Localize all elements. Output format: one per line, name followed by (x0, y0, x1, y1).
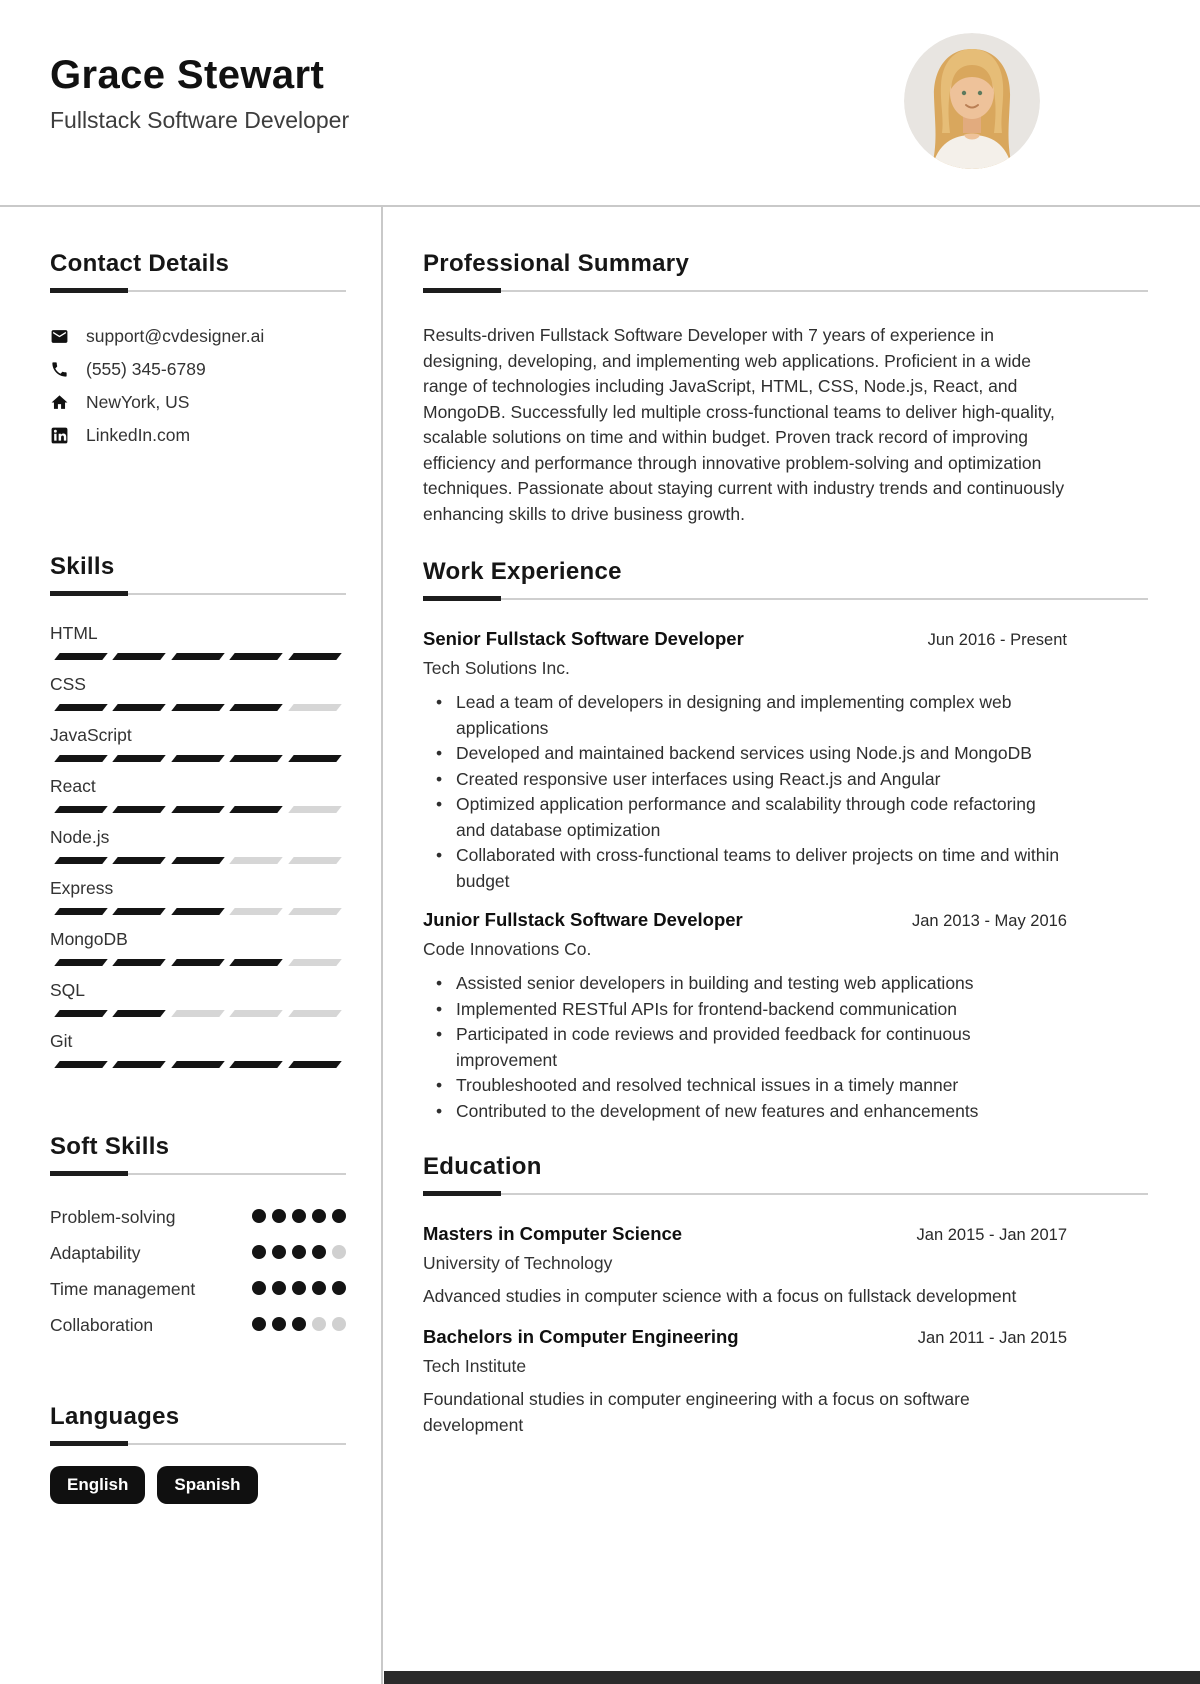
job-bullet: • Implemented RESTful APIs for frontend-backend communication (423, 997, 1067, 1023)
education-description: Advanced studies in computer science with a focus on fullstack development (423, 1286, 1017, 1306)
soft-skills-list (50, 1204, 346, 1338)
skill-level-bar (50, 806, 346, 813)
skill-bar-segment (288, 857, 342, 864)
skill-bar-segment (54, 755, 108, 762)
job-bullet: • Participated in code reviews and provided feedback for continuous improvement (423, 1022, 1067, 1073)
skill-bar-segment (229, 704, 283, 711)
rating-dot (332, 1317, 346, 1331)
candidate-name: Grace Stewart (50, 53, 325, 97)
contact-item (50, 386, 346, 419)
soft-skill-name: Time management (50, 1279, 196, 1299)
candidate-title: Fullstack Software Developer (50, 107, 350, 133)
skill-bar-segment (171, 908, 225, 915)
summary-heading: Professional Summary (423, 250, 690, 277)
linkedin-icon (50, 426, 69, 445)
section-rule (423, 288, 1148, 293)
section-rule (50, 1441, 346, 1446)
contact-text: LinkedIn.com (86, 425, 191, 445)
section-rule (423, 596, 1148, 601)
skill-bar-segment (113, 755, 167, 762)
education-entry (423, 1325, 1148, 1438)
skill-bar-segment (288, 653, 342, 660)
skill-item (50, 622, 346, 660)
contact-text: (555) 345-6789 (86, 359, 206, 379)
job-title: Senior Fullstack Software Developer (423, 628, 744, 649)
skill-bar-segment (113, 1010, 167, 1017)
job-company: Tech Solutions Inc. (423, 658, 570, 678)
soft-skills-section (50, 1132, 346, 1338)
skill-level-bar (50, 1061, 346, 1068)
skill-bar-segment (113, 1061, 167, 1068)
rating-dot (252, 1245, 266, 1259)
rating-dot (332, 1245, 346, 1259)
rating-dot (312, 1281, 326, 1295)
header-text (50, 52, 349, 134)
job-list (423, 627, 1148, 1124)
skill-bar-segment (54, 806, 108, 813)
skill-bar-segment (54, 1061, 108, 1068)
rating-dot (312, 1317, 326, 1331)
skill-item (50, 877, 346, 915)
rating-dot (252, 1281, 266, 1295)
skill-bar-segment (229, 1061, 283, 1068)
skill-bar-segment (229, 1010, 283, 1017)
language-badge: English (50, 1466, 145, 1504)
skill-name: MongoDB (50, 929, 128, 949)
skill-bar-segment (229, 959, 283, 966)
skill-bar-segment (113, 653, 167, 660)
avatar (904, 33, 1040, 169)
skill-item (50, 928, 346, 966)
rating-dot (292, 1317, 306, 1331)
rating-dot (332, 1281, 346, 1295)
rating-dot (332, 1209, 346, 1223)
education-header (423, 1222, 1067, 1246)
skill-bar-segment (171, 857, 225, 864)
school-name: University of Technology (423, 1253, 613, 1273)
job-title: Junior Fullstack Software Developer (423, 909, 743, 930)
skill-bar-segment (54, 959, 108, 966)
soft-skill-dots (252, 1245, 346, 1266)
skill-bar-segment (54, 704, 108, 711)
skill-bar-segment (171, 704, 225, 711)
rating-dot (272, 1209, 286, 1223)
job-header (423, 627, 1067, 651)
section-rule (423, 1191, 1148, 1196)
education-description: Foundational studies in computer engineering with a focus on software development (423, 1389, 970, 1435)
language-badge: Spanish (157, 1466, 257, 1504)
skill-bar-segment (229, 755, 283, 762)
job-bullet: • Assisted senior developers in building and testing web applications (423, 971, 1067, 997)
skill-bar-segment (171, 1010, 225, 1017)
skill-bar-segment (113, 857, 167, 864)
skill-item (50, 1030, 346, 1068)
job-company: Code Innovations Co. (423, 939, 592, 959)
language-badges (50, 1466, 346, 1504)
skill-bar-segment (171, 959, 225, 966)
skill-bar-segment (171, 755, 225, 762)
skill-bar-segment (229, 653, 283, 660)
contact-section (50, 249, 346, 452)
skill-level-bar (50, 1010, 346, 1017)
skill-name: Express (50, 878, 114, 898)
skill-bar-segment (288, 806, 342, 813)
skill-item (50, 775, 346, 813)
skill-bar-segment (288, 704, 342, 711)
contact-item[interactable] (50, 320, 346, 353)
rating-dot (272, 1281, 286, 1295)
job-bullet: • Developed and maintained backend services using Node.js and MongoDB (423, 741, 1067, 767)
skill-bar-segment (229, 806, 283, 813)
home-icon (50, 393, 69, 412)
rating-dot (272, 1245, 286, 1259)
skill-bar-segment (288, 908, 342, 915)
contact-text: support@cvdesigner.ai (86, 326, 265, 346)
skill-item (50, 979, 346, 1017)
job-bullet: • Collaborated with cross-functional teams to deliver projects on time and within budget (423, 843, 1067, 894)
summary-section (423, 249, 1148, 527)
job-dates: Jun 2016 - Present (927, 631, 1067, 649)
contact-list (50, 320, 346, 452)
contact-heading: Contact Details (50, 250, 230, 277)
skills-list (50, 622, 346, 1068)
skill-bar-segment (54, 653, 108, 660)
languages-section (50, 1402, 346, 1504)
education-dates: Jan 2015 - Jan 2017 (916, 1226, 1067, 1244)
soft-skill-item (50, 1240, 346, 1266)
soft-skill-name: Problem-solving (50, 1207, 176, 1227)
skill-bar-segment (113, 959, 167, 966)
job-entry (423, 627, 1148, 894)
soft-skill-dots (252, 1281, 346, 1302)
skill-bar-segment (288, 1010, 342, 1017)
main-column (383, 207, 1200, 1684)
contact-item (50, 353, 346, 386)
contact-item[interactable] (50, 419, 346, 452)
rating-dot (252, 1209, 266, 1223)
skill-bar-segment (288, 959, 342, 966)
left-sidebar (0, 207, 383, 1684)
skill-bar-segment (288, 1061, 342, 1068)
section-rule (50, 1171, 346, 1176)
skill-bar-segment (229, 857, 283, 864)
phone-icon (50, 360, 69, 379)
skill-item (50, 673, 346, 711)
skill-bar-segment (54, 1010, 108, 1017)
soft-skill-name: Adaptability (50, 1243, 141, 1263)
education-entry (423, 1222, 1148, 1309)
skill-level-bar (50, 959, 346, 966)
education-header (423, 1325, 1067, 1349)
page-break-bar (384, 1671, 1200, 1684)
education-section (423, 1152, 1148, 1438)
skill-item (50, 826, 346, 864)
job-bullets (423, 690, 1067, 894)
content-columns (0, 207, 1200, 1684)
education-list (423, 1222, 1148, 1438)
skill-bar-segment (54, 857, 108, 864)
skill-name: JavaScript (50, 725, 132, 745)
skill-level-bar (50, 908, 346, 915)
summary-text: Results-driven Fullstack Software Developer with 7 years of experience in designing, developing, and implementing web applications. Proficient in a wide range of technologies including JavaScript, HTML, CSS, Node.js, React, and MongoDB. Successfully led multiple cross-functional teams to deliver high-quality, scalable solutions on time and within budget. Proven track record of improving efficiency and performance through innovative problem-solving and optimization techniques. Passionate about staying current with industry trends and continuously enhancing skills to drive business growth. (423, 325, 1065, 524)
soft-skill-dots (252, 1209, 346, 1230)
skill-name: React (50, 776, 96, 796)
soft-skill-item (50, 1204, 346, 1230)
skill-level-bar (50, 653, 346, 660)
skill-bar-segment (113, 704, 167, 711)
skill-bar-segment (288, 755, 342, 762)
avatar-illustration (904, 33, 1040, 169)
skill-item (50, 724, 346, 762)
skill-name: Git (50, 1031, 73, 1051)
email-icon (50, 327, 69, 346)
soft-skill-name: Collaboration (50, 1315, 154, 1335)
skill-bar-segment (171, 653, 225, 660)
rating-dot (292, 1209, 306, 1223)
section-rule (50, 288, 346, 293)
job-bullet: • Lead a team of developers in designing and implementing complex web applications (423, 690, 1067, 741)
degree-title: Bachelors in Computer Engineering (423, 1326, 739, 1347)
soft-skill-item (50, 1312, 346, 1338)
job-bullet: • Troubleshooted and resolved technical issues in a timely manner (423, 1073, 1067, 1099)
skill-level-bar (50, 755, 346, 762)
skill-level-bar (50, 857, 346, 864)
job-bullet: • Created responsive user interfaces using React.js and Angular (423, 767, 1067, 793)
section-rule (50, 591, 346, 596)
experience-section (423, 557, 1148, 1124)
education-heading: Education (423, 1153, 542, 1180)
education-dates: Jan 2011 - Jan 2015 (917, 1329, 1067, 1347)
rating-dot (252, 1317, 266, 1331)
job-bullets (423, 971, 1067, 1124)
skill-bar-segment (54, 908, 108, 915)
job-bullet: • Optimized application performance and scalability through code refactoring and database optimization (423, 792, 1067, 843)
skill-name: CSS (50, 674, 86, 694)
skill-bar-segment (171, 806, 225, 813)
rating-dot (312, 1245, 326, 1259)
school-name: Tech Institute (423, 1356, 527, 1376)
skills-section (50, 552, 346, 1068)
rating-dot (292, 1245, 306, 1259)
skill-bar-segment (171, 1061, 225, 1068)
job-entry (423, 908, 1148, 1124)
soft-skill-item (50, 1276, 346, 1302)
job-header (423, 908, 1067, 932)
contact-text: NewYork, US (86, 392, 190, 412)
skill-bar-segment (229, 908, 283, 915)
skills-heading: Skills (50, 553, 115, 580)
experience-heading: Work Experience (423, 558, 622, 585)
soft-skills-heading: Soft Skills (50, 1133, 170, 1160)
header (0, 0, 1200, 207)
skill-name: Node.js (50, 827, 110, 847)
skill-bar-segment (113, 806, 167, 813)
job-bullet: • Contributed to the development of new features and enhancements (423, 1099, 1067, 1125)
job-dates: Jan 2013 - May 2016 (911, 912, 1067, 930)
languages-heading: Languages (50, 1403, 180, 1430)
soft-skill-dots (252, 1317, 346, 1338)
skill-level-bar (50, 704, 346, 711)
skill-name: HTML (50, 623, 98, 643)
skill-name: SQL (50, 980, 86, 1000)
rating-dot (292, 1281, 306, 1295)
rating-dot (312, 1209, 326, 1223)
degree-title: Masters in Computer Science (423, 1223, 683, 1244)
skill-bar-segment (113, 908, 167, 915)
rating-dot (272, 1317, 286, 1331)
